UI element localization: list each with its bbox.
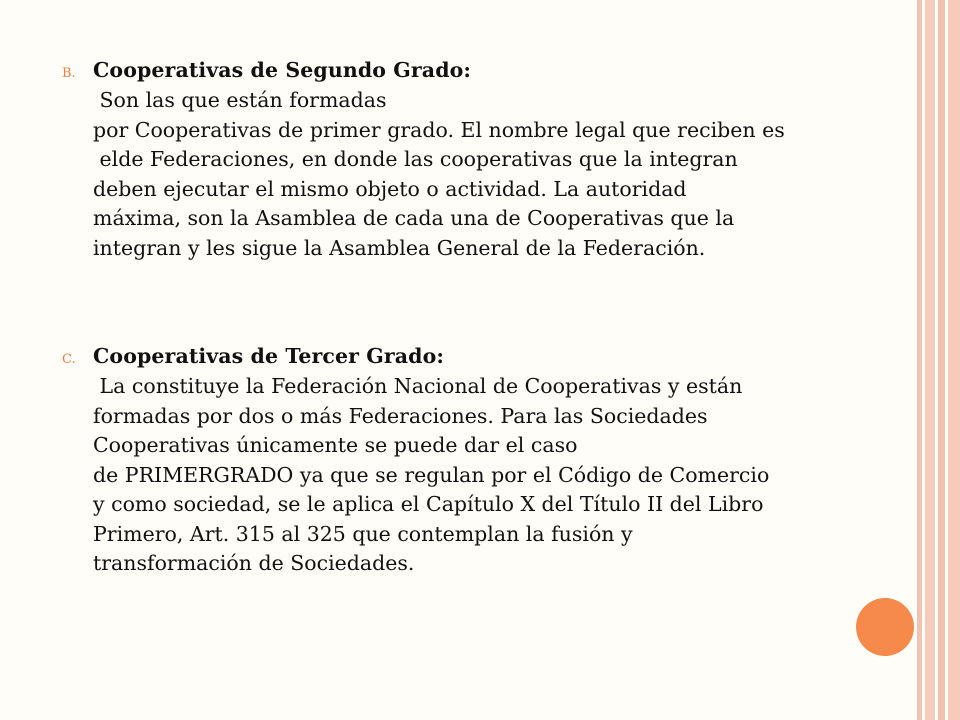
- paragraph-line: Primero, Art. 315 al 325 que contemplan la fusión y: [93, 521, 633, 546]
- section-c-title: Cooperativas de Tercer Grado:: [93, 344, 445, 368]
- paragraph-line: transformación de Sociedades.: [93, 551, 415, 575]
- decorative-bar: [925, 0, 935, 720]
- paragraph-line: Son las que están formadas: [93, 88, 387, 112]
- section-b: [62, 58, 822, 263]
- section-b-heading: [62, 58, 822, 82]
- section-b-paragraph: [93, 86, 822, 263]
- section-c: [62, 344, 822, 579]
- decorative-circle: [856, 598, 914, 656]
- section-c-heading: [62, 344, 822, 368]
- paragraph-line: deben ejecutar el mismo objeto o actividad. La autoridad: [93, 176, 687, 201]
- decorative-bar: [917, 0, 922, 720]
- decorative-bar: [938, 0, 945, 720]
- paragraph-line: por Cooperativas de primer grado. El nombre legal que reciben es: [93, 117, 785, 142]
- section-b-title: Cooperativas de Segundo Grado:: [93, 58, 472, 82]
- section-c-marker: C.: [62, 352, 76, 367]
- decorative-bar: [948, 0, 960, 720]
- paragraph-line: de PRIMERGRADO ya que se regulan por el Código de Comercio: [93, 462, 770, 487]
- paragraph-line: máxima, son la Asamblea de cada una de Cooperativas que la: [93, 206, 735, 230]
- paragraph-line: formadas por dos o más Federaciones. Para las Sociedades: [93, 403, 708, 428]
- paragraph-line: Cooperativas únicamente se puede dar el caso: [93, 433, 578, 457]
- paragraph-line: y como sociedad, se le aplica el Capítulo X del Título II del Libro: [93, 492, 764, 516]
- paragraph-line: elde Federaciones, en donde las cooperativas que la integran: [93, 147, 738, 171]
- section-c-paragraph: [93, 372, 822, 579]
- paragraph-line: integran y les sigue la Asamblea General de la Federación.: [93, 235, 706, 260]
- section-b-marker: B.: [62, 66, 76, 81]
- paragraph-line: La constituye la Federación Nacional de Cooperativas y están: [93, 374, 743, 398]
